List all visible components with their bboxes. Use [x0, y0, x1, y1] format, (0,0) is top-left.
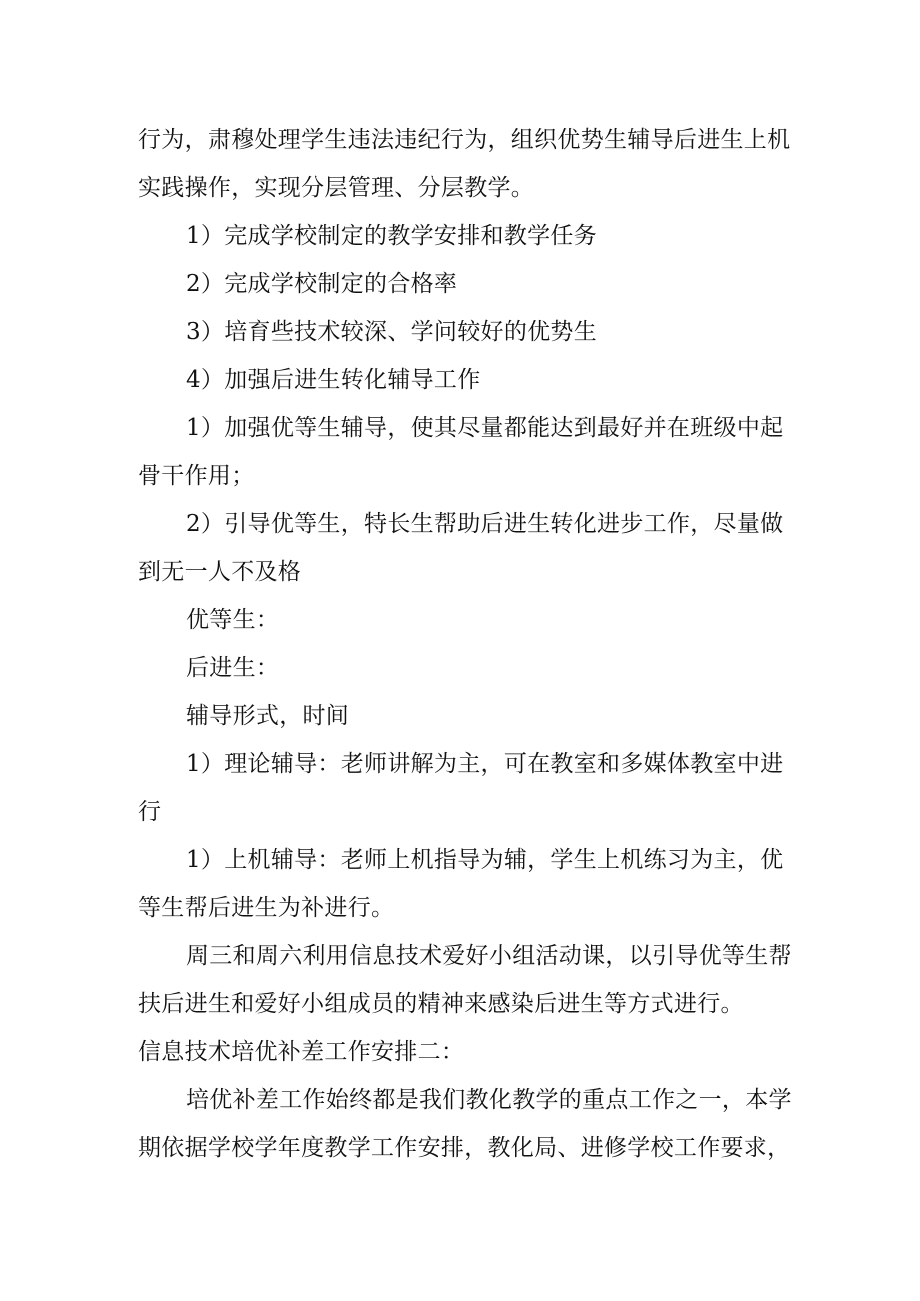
label-line: 辅导形式，时间 [186, 703, 350, 729]
list-item: 1）理论辅导：老师讲解为主，可在教室和多媒体教室中进 [186, 751, 784, 777]
text-line: 等生帮后进生为补进行。 [138, 895, 395, 921]
text-line: 期依据学校学年度教学工作安排，教化局、进修学校工作要求， [138, 1135, 791, 1161]
text-line: 实践操作，实现分层管理、分层教学。 [138, 175, 535, 201]
text-line: 骨干作用； [138, 463, 255, 489]
text-line: 行 [138, 799, 162, 825]
paragraph-line: 周三和周六利用信息技术爱好小组活动课，以引导优等生帮 [186, 943, 792, 969]
list-item: 1）完成学校制定的教学安排和教学任务 [186, 223, 598, 249]
label-line: 优等生： [186, 607, 280, 633]
list-item: 1）上机辅导：老师上机指导为辅，学生上机练习为主，优 [186, 847, 784, 873]
list-item: 2）引导优等生，特长生帮助后进生转化进步工作，尽量做 [186, 511, 784, 537]
list-item: 3）培育些技术较深、学问较好的优势生 [186, 319, 598, 345]
section-heading: 信息技术培优补差工作安排二： [138, 1039, 465, 1065]
text-line: 行为，肃穆处理学生违法违纪行为，组织优势生辅导后进生上机 [138, 127, 791, 153]
list-item: 4）加强后进生转化辅导工作 [186, 367, 481, 393]
list-item: 1）加强优等生辅导，使其尽量都能达到最好并在班级中起 [186, 415, 784, 441]
text-line: 到无一人不及格 [138, 559, 302, 585]
paragraph-line: 培优补差工作始终都是我们教化教学的重点工作之一，本学 [186, 1087, 792, 1113]
text-line: 扶后进生和爱好小组成员的精神来感染后进生等方式进行。 [138, 991, 744, 1017]
label-line: 后进生： [186, 655, 280, 681]
list-item: 2）完成学校制定的合格率 [186, 271, 458, 297]
document-body [138, 116, 792, 1172]
